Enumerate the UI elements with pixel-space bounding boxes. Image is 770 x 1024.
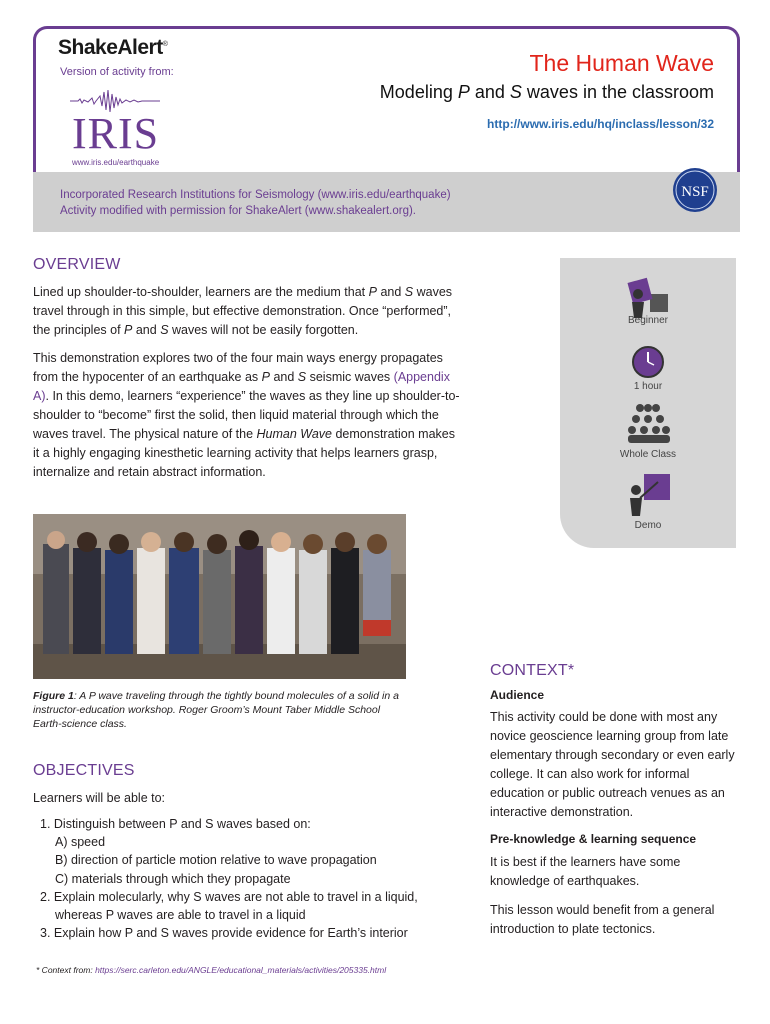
group-label: Whole Class xyxy=(619,449,677,460)
audience-text: This activity could be done with most any novice geoscience learning group from late elementary through secondary or even early college. It can also work for informal education or public outreach venues as an interactive demonstration. xyxy=(490,710,735,819)
credit-bar xyxy=(33,172,740,232)
version-text: Version of activity from: xyxy=(60,66,174,78)
footnote: * Context from: https://serc.carleton.edu/ANGLE/educational_materials/activities/205335.html xyxy=(36,965,387,975)
svg-text:NSF: NSF xyxy=(681,184,709,200)
credit-line: Activity modified with permission for ShakeAlert (www.shakealert.org). xyxy=(60,205,416,217)
whole-class-icon xyxy=(620,400,676,456)
objectives-heading: OBJECTIVES xyxy=(33,762,135,779)
objectives-intro: Learners will be able to: xyxy=(33,791,166,805)
context-source-link[interactable]: https://serc.carleton.edu/ANGLE/educational_materials/activities/205335.html xyxy=(95,965,387,975)
list-item: 3. Explain how P and S waves provide evidence for Earth’s interior xyxy=(40,926,408,941)
nsf-logo xyxy=(672,167,718,213)
lesson-sequence-text: This lesson would benefit from a general introduction to plate tectonics. xyxy=(490,903,715,936)
page-subtitle: Modeling P and S waves in the classroom xyxy=(379,82,714,102)
preknowledge-text: It is best if the learners have some knowledge of earthquakes. xyxy=(490,855,681,888)
type-label: Demo xyxy=(634,520,662,531)
page-title: The Human Wave xyxy=(529,50,714,76)
overview-paragraph: This demonstration explores two of the four main ways energy propagates from the hypocenter of an earthquake as P and S seismic waves (Appendix A). In this demo, learners “experience” the waves as they line up shoulder-to-shoulder to “become” first the solid, then liquid material through which the waves travel. The physical nature of the Human Wave demonstration makes it a highly engaging kinesthetic learning activity that helps learners grasp, internalize and retain abstract information. xyxy=(33,351,460,479)
list-item: B) direction of particle motion relative to wave propagation xyxy=(55,853,377,868)
time-label: 1 hour xyxy=(633,381,663,392)
list-item: C) materials through which they propagate xyxy=(55,871,291,886)
classroom-photo xyxy=(33,514,406,679)
list-item: 2. Explain molecularly, why S waves are not able to travel in a liquid, xyxy=(40,889,418,904)
list-item: whereas P waves are able to travel in a liquid xyxy=(55,908,306,923)
lesson-link[interactable]: http://www.iris.edu/hq/inclass/lesson/32 xyxy=(487,117,714,131)
iris-url: www.iris.edu/earthquake xyxy=(72,158,160,167)
credit-line: Incorporated Research Institutions for Seismology (www.iris.edu/earthquake) xyxy=(60,189,451,201)
overview-paragraph: Lined up shoulder-to-shoulder, learners are the medium that P and S waves travel through in this simple, but effective demonstration. Once “performed”, the principles of P and S waves will not be easily forgotten. xyxy=(33,285,453,337)
level-label: Beginner xyxy=(627,315,669,326)
shakealert-logo: ShakeAlert® xyxy=(58,36,168,59)
demo-icon xyxy=(620,468,676,524)
context-heading: CONTEXT* xyxy=(490,662,575,679)
list-item: 1. Distinguish between P and S waves based on: xyxy=(40,817,311,831)
figure-caption: Figure 1: A P wave traveling through the tightly bound molecules of a solid in a instructor-education workshop. Roger Groom’s Mount Taber Middle School Earth-science class. xyxy=(33,690,399,730)
preknowledge-label: Pre-knowledge & learning sequence xyxy=(490,832,697,846)
appendix-link[interactable]: (Appendix A) xyxy=(33,370,450,403)
list-item: A) speed xyxy=(55,835,106,850)
iris-logo: IRIS xyxy=(72,109,160,158)
audience-label: Audience xyxy=(490,688,545,702)
clock-icon xyxy=(620,345,676,401)
overview-heading: OVERVIEW xyxy=(33,256,121,273)
objectives-list xyxy=(40,815,460,942)
